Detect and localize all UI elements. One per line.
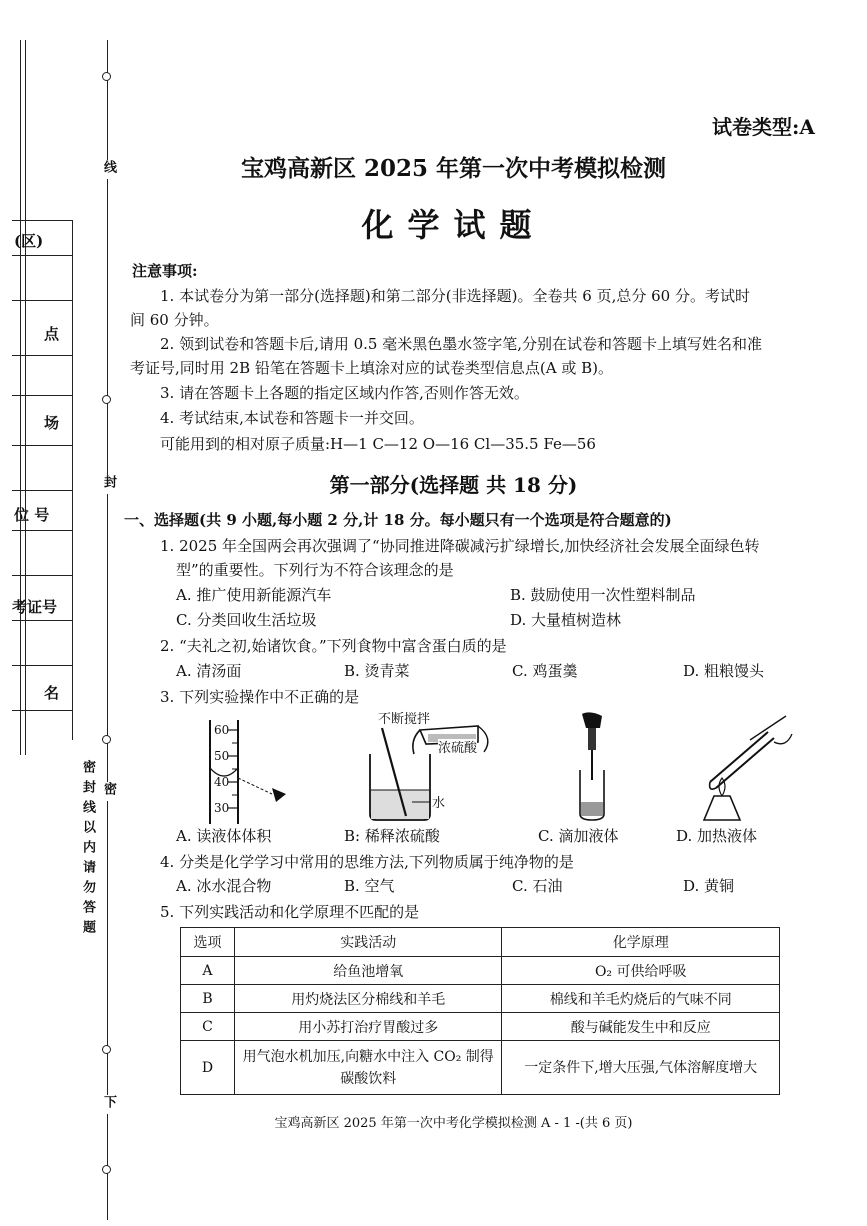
notice-heading: 注意事项: <box>132 262 198 280</box>
fig-a-tick: 40 <box>214 775 230 789</box>
q3-figure-a <box>190 718 310 826</box>
field-rule <box>12 710 72 711</box>
subject-title: 化学试题 <box>361 206 546 244</box>
q3-option-c: C. 滴加液体 <box>538 827 619 845</box>
field-name-label: 名 <box>44 684 60 702</box>
fig-a-tick: 30 <box>214 801 230 815</box>
q4-stem: 4. 分类是化学学习中常用的思维方法,下列物质属于纯净物的是 <box>160 853 574 871</box>
table-header: 化学原理 <box>502 928 780 957</box>
q3-option-d: D. 加热液体 <box>676 827 758 845</box>
table-row <box>181 957 780 985</box>
q2-option-a: A. 清汤面 <box>176 662 242 680</box>
fig-a-tick: 60 <box>214 723 230 737</box>
table-row <box>181 1041 780 1095</box>
binding-hole <box>102 72 111 81</box>
atomic-mass-line: 可能用到的相对原子质量:H—1 C—12 O—16 Cl—35.5 Fe—56 <box>160 435 596 453</box>
table-row <box>181 1013 780 1041</box>
binding-hole <box>102 735 111 744</box>
q4-option-d: D. 黄铜 <box>683 877 735 895</box>
q3-stem: 3. 下列实验操作中不正确的是 <box>160 688 360 706</box>
q2-option-c: C. 鸡蛋羹 <box>512 662 578 680</box>
fig-b-water-label: 水 <box>432 796 446 811</box>
q3-option-a: A. 读液体体积 <box>176 827 272 845</box>
q3-figure-d <box>690 712 800 822</box>
seal-mark-below: 下 <box>101 1095 116 1114</box>
notice-item: 1. 本试卷分为第一部分(选择题)和第二部分(非选择题)。全卷共 6 页,总分 60 分。考试时 <box>160 287 750 305</box>
field-rule <box>12 395 72 396</box>
table-cell: 用灼烧法区分棉线和羊毛 <box>234 985 502 1013</box>
notice-item: 考证号,同时用 2B 铅笔在答题卡上填涂对应的试卷类型信息点(A 或 B)。 <box>130 359 613 377</box>
table-cell: 棉线和羊毛灼烧后的气味不同 <box>502 985 780 1013</box>
q4-option-c: C. 石油 <box>512 877 563 895</box>
q1-option-a: A. 推广使用新能源汽车 <box>176 586 332 604</box>
field-seat-label: 位 号 <box>14 506 50 524</box>
q3-option-b: B: 稀释浓硫酸 <box>344 827 440 845</box>
fig-b-acid-label: 浓硫酸 <box>438 739 477 759</box>
notice-item: 间 60 分钟。 <box>130 311 219 329</box>
field-rule <box>12 300 72 301</box>
field-rule <box>12 665 72 666</box>
table-header: 实践活动 <box>234 928 502 957</box>
part1-title: 第一部分(选择题 共 18 分) <box>329 473 578 497</box>
field-rule <box>12 575 72 576</box>
q2-stem: 2. “夫礼之初,始诸饮食。”下列食物中富含蛋白质的是 <box>160 637 507 655</box>
seal-mark-line: 线 <box>101 160 116 179</box>
table-row <box>181 985 780 1013</box>
q4-option-b: B. 空气 <box>344 877 395 895</box>
section1-heading: 一、选择题(共 9 小题,每小题 2 分,计 18 分。每小题只有一个选项是符合题意的) <box>124 511 672 529</box>
margin-rule <box>25 40 26 755</box>
field-exam-room-label: 场 <box>44 414 60 432</box>
fig-b-stir-label: 不断搅拌 <box>378 712 431 727</box>
field-district-label: (区) <box>14 232 44 250</box>
table-cell: 用气泡水机加压,向糖水中注入 CO₂ 制得碳酸饮料 <box>234 1041 502 1095</box>
table-cell: 酸与碱能发生中和反应 <box>502 1013 780 1041</box>
notice-item: 4. 考试结束,本试卷和答题卡一并交回。 <box>160 409 424 427</box>
table-cell: A <box>181 957 235 985</box>
table-cell: C <box>181 1013 235 1041</box>
field-rule <box>12 620 72 621</box>
table-cell: 用小苏打治疗胃酸过多 <box>234 1013 502 1041</box>
q4-option-a: A. 冰水混合物 <box>176 877 272 895</box>
q5-table <box>180 927 780 1095</box>
field-rule <box>12 355 72 356</box>
seal-mark-secret: 密 <box>101 782 116 801</box>
page-footer: 宝鸡高新区 2025 年第一次中考化学模拟检测 A - 1 -(共 6 页) <box>274 1116 633 1131</box>
field-rule <box>12 255 72 256</box>
field-exam-id-label: 考证号 <box>12 598 58 616</box>
q5-stem: 5. 下列实践活动和化学原理不匹配的是 <box>160 903 420 921</box>
exam-title: 宝鸡高新区 2025 年第一次中考模拟检测 <box>240 155 667 182</box>
binding-hole <box>102 1045 111 1054</box>
paper-type: 试卷类型:A <box>712 115 815 139</box>
binding-hole <box>102 1165 111 1174</box>
table-header: 选项 <box>181 928 235 957</box>
q1-option-c: C. 分类回收生活垃圾 <box>176 611 317 629</box>
binding-hole <box>102 395 111 404</box>
seal-warning: 密封线以内请勿答题 <box>80 760 95 940</box>
notice-item: 3. 请在答题卡上各题的指定区域内作答,否则作答无效。 <box>160 384 529 402</box>
margin-rule <box>20 40 21 755</box>
table-cell: D <box>181 1041 235 1095</box>
table-cell: 一定条件下,增大压强,气体溶解度增大 <box>502 1041 780 1095</box>
notice-item: 2. 领到试卷和答题卡后,请用 0.5 毫米黑色墨水签字笔,分别在试卷和答题卡上填写姓名和准 <box>160 335 763 353</box>
table-header-row <box>181 928 780 957</box>
field-rule <box>12 530 72 531</box>
table-cell: 给鱼池增氧 <box>234 957 502 985</box>
q1-option-b: B. 鼓励使用一次性塑料制品 <box>510 586 696 604</box>
field-exam-point-label: 点 <box>44 325 60 343</box>
fig-a-tick: 50 <box>214 749 230 763</box>
field-rule <box>12 445 72 446</box>
table-cell: O₂ 可供给呼吸 <box>502 957 780 985</box>
table-cell: B <box>181 985 235 1013</box>
q2-option-b: B. 烫青菜 <box>344 662 410 680</box>
q3-figure-c <box>560 710 620 822</box>
q1-option-d: D. 大量植树造林 <box>510 611 622 629</box>
seal-mark-seal: 封 <box>101 475 116 494</box>
q1-stem: 型”的重要性。下列行为不符合该理念的是 <box>176 561 454 579</box>
q2-option-d: D. 粗粮馒头 <box>683 662 765 680</box>
q1-stem: 1. 2025 年全国两会再次强调了“协同推进降碳减污扩绿增长,加快经济社会发展全面绿色转 <box>160 537 760 555</box>
